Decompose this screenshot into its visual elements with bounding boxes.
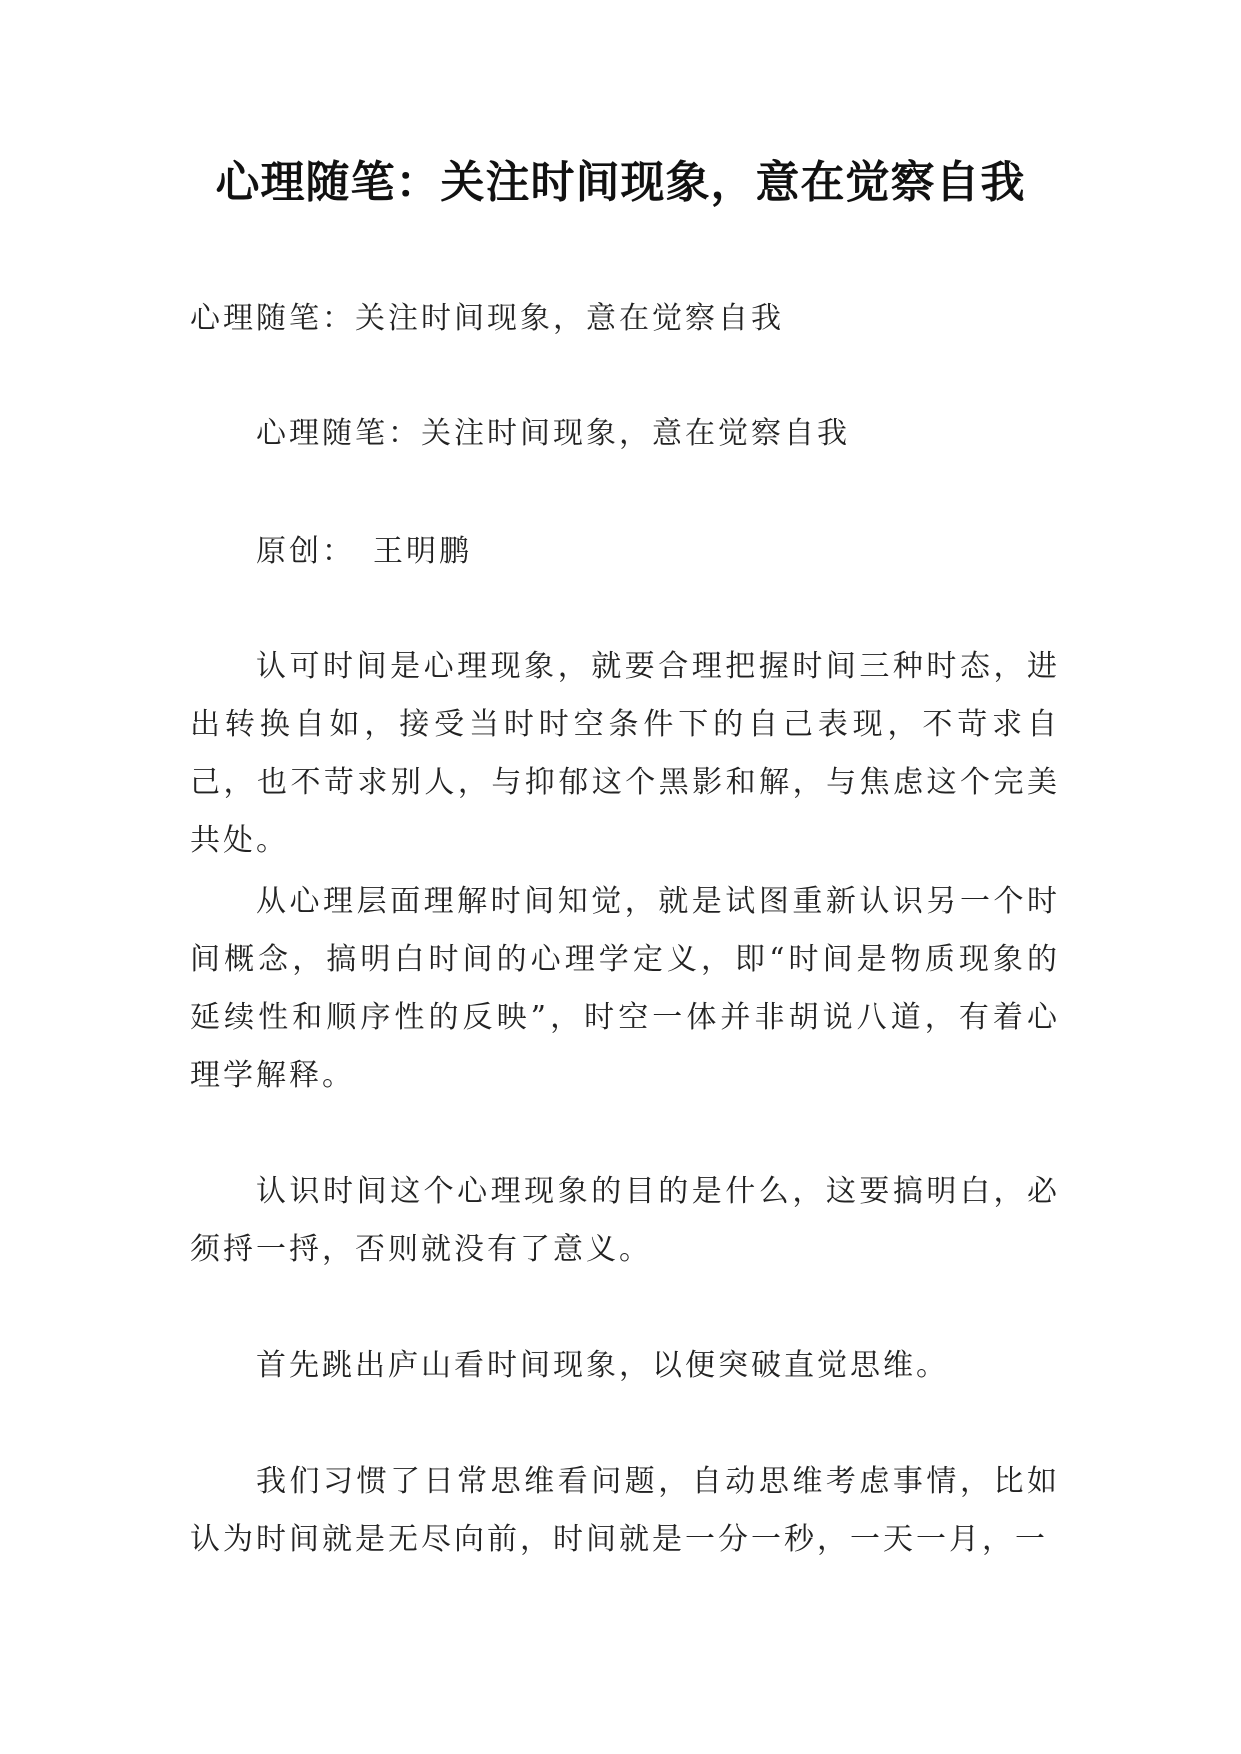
paragraph-title-repeat: 心理随笔：关注时间现象，意在觉察自我 (256, 416, 850, 451)
document-title: 心理随笔：关注时间现象，意在觉察自我 (215, 157, 1026, 208)
paragraph: 我们习惯了日常思维看问题，自动思维考虑事情，比如认为时间就是无尽向前，时间就是一分一秒，一天一月，一 (190, 1464, 1060, 1557)
paragraph: 首先跳出庐山看时间现象，以便突破直觉思维。 (256, 1348, 949, 1383)
paragraph: 认可时间是心理现象，就要合理把握时间三种时态，进出转换自如，接受当时时空条件下的自己表现，不苛求自己，也不苛求别人，与抑郁这个黑影和解，与焦虑这个完美共处。 (190, 649, 1060, 858)
document-subtitle: 心理随笔：关注时间现象，意在觉察自我 (190, 301, 784, 336)
paragraph: 从心理层面理解时间知觉，就是试图重新认识另一个时间概念，搞明白时间的心理学定义，即“时间是物质现象的延续性和顺序性的反映”，时空一体并非胡说八道，有着心理学解释。 (190, 884, 1060, 1093)
paragraph: 认识时间这个心理现象的目的是什么，这要搞明白，必须捋一捋，否则就没有了意义。 (190, 1174, 1060, 1267)
paragraph-author: 原创： 王明鹏 (256, 534, 472, 569)
